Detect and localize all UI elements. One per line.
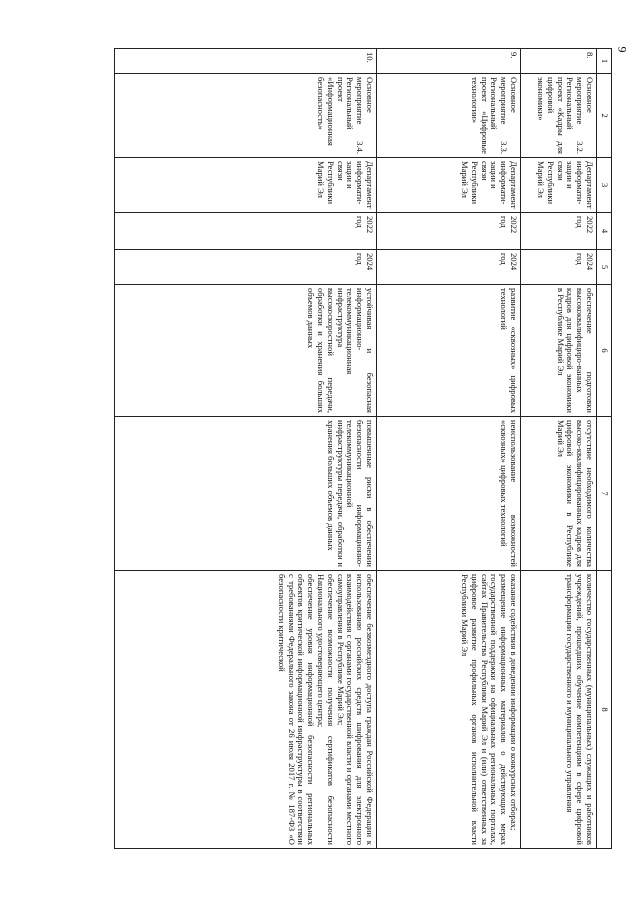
expected-result: развитие «сквозных» цифровых технологий <box>377 285 521 417</box>
consequences: отсутствие необходимого количества высоко-квалифицированных кадров для цифровой экономики в Республике Марий Эл <box>521 417 597 571</box>
expected-result: обеспечение подготовки высококвалифициро-ванных кадров для цифровой экономики в Республике Марий Эл <box>521 285 597 417</box>
indicator-text: оказание содействия в доведении информации о конкурсных отборах; <box>509 574 519 831</box>
row-number: 8. <box>521 49 597 74</box>
header-col-7: 7 <box>597 417 612 571</box>
row-number: 9. <box>377 49 521 74</box>
indicator-text: обеспечение уровня информационной безопасности региональных объектов критической информационной инфраструктуры в соответствии с требованиями Федерального закона от 26 июля 2017 г. № 187-ФЗ «О безопасности критической <box>276 574 317 845</box>
table-row <box>377 49 521 849</box>
measure-name: Основное мероприятие 3.2. Региональный проект «Кадры для цифровой экономики» <box>521 74 597 158</box>
measure-name: Основное мероприятие 3.4. Региональный проект «Информационная безопасность» <box>115 74 377 158</box>
consequences: неиспользование возможностей «сквозных» цифровых технологий <box>377 417 521 571</box>
indicator-text: размещение информационных материалов о действующих мерах государственной поддержки на официальных региональных порталах, сайтах Правительства Республики Марий Эл и (или) ответственных за цифровое развитие профильных органов исполнительной власти Республики Марий Эл <box>460 574 510 845</box>
header-row <box>597 49 612 849</box>
table-row <box>521 49 597 849</box>
indicator-text: обеспечение безвозмездного доступа граждан Российской Федерации к использованию российских средств шифрования для электронного взаимодействия с органами государственной власти и органами местного самоуправления в Республике Марий Эл; <box>335 574 375 845</box>
executor: Департамент информати-зации и связи Республики Марий Эл <box>521 158 597 213</box>
table-row <box>115 49 377 849</box>
indicators <box>521 571 597 849</box>
indicators <box>377 571 521 849</box>
end-year: 2024 год <box>521 250 597 285</box>
start-year: 2022 год <box>521 213 597 250</box>
start-year: 2022 год <box>115 213 377 250</box>
header-col-6: 6 <box>597 285 612 417</box>
end-year: 2024 год <box>377 250 521 285</box>
header-col-8: 8 <box>597 571 612 849</box>
measure-name: Основное мероприятие 3.3. Региональный проект «Цифровые технологии» <box>377 74 521 158</box>
indicator-text: обеспечение возможности получения сертификатов безопасности Национального удостоверяющего центра; <box>316 574 336 845</box>
header-col-3: 3 <box>597 158 612 213</box>
indicators <box>115 571 377 849</box>
header-col-1: 1 <box>597 49 612 74</box>
executor: Департамент информати-зации и связи Республики Марий Эл <box>115 158 377 213</box>
expected-result: устойчивая и безопасная информационно-телекоммуникационная инфраструктура высокоскоростной передачи, обработки и хранения больших объемов данных <box>115 285 377 417</box>
consequences: повышенные риски в обеспечении безопасности информационно-телекоммуникационной инфраструктуры передачи, обработки и хранения больших объемов данных <box>115 417 377 571</box>
executor: Департамент информати-зации и связи Республики Марий Эл <box>377 158 521 213</box>
end-year: 2024 год <box>115 250 377 285</box>
header-col-5: 5 <box>597 250 612 285</box>
header-col-2: 2 <box>597 74 612 158</box>
rotated-page <box>116 48 612 848</box>
row-number: 10. <box>115 49 377 74</box>
measures-table <box>114 48 612 849</box>
header-col-4: 4 <box>597 213 612 250</box>
start-year: 2022 год <box>377 213 521 250</box>
page-number: 9 <box>615 46 630 53</box>
indicator-text: количество государственных (муниципальных) служащих и работников учреждений, прошедших обучение компетенциям в сфере цифровой трансформации государственного и муниципального управления <box>565 574 595 845</box>
